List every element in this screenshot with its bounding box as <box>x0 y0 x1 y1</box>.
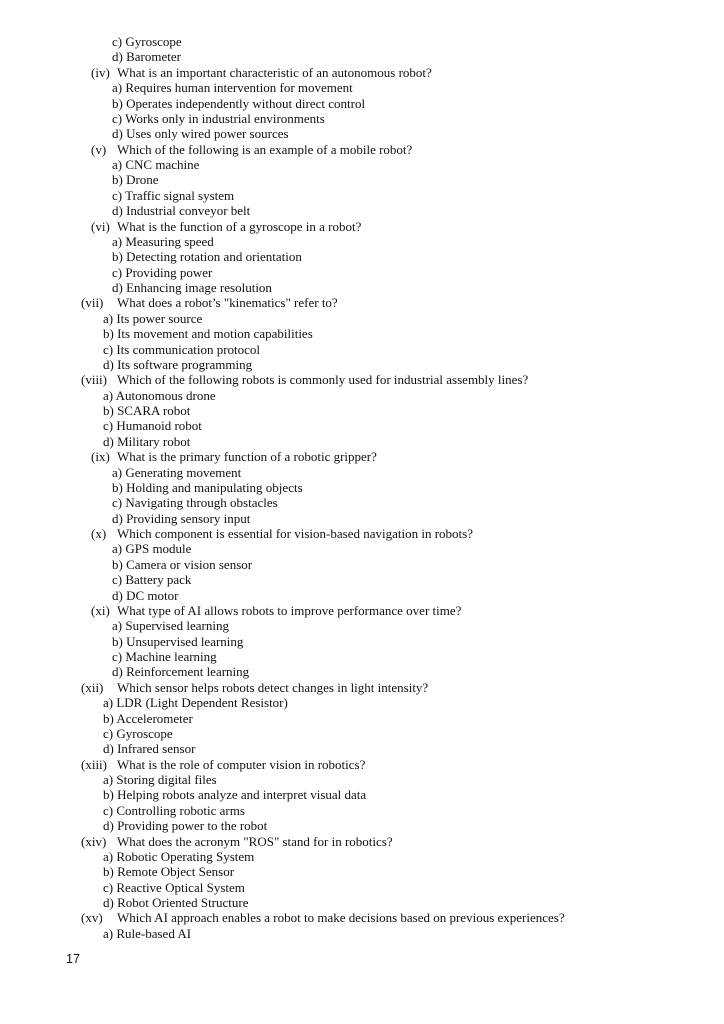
question-line <box>0 910 724 925</box>
answer-option-line <box>0 465 724 480</box>
question-text: What type of AI allows robots to improve performance over time? <box>117 602 462 618</box>
answer-option: a) Robotic Operating System <box>103 848 255 864</box>
answer-option: d) Reinforcement learning <box>112 664 250 680</box>
answer-option-line <box>0 895 724 910</box>
answer-option-line <box>0 203 724 218</box>
answer-option-line <box>0 495 724 510</box>
answer-option: c) Reactive Optical System <box>103 879 245 895</box>
answer-option: d) DC motor <box>112 587 179 603</box>
question-line <box>0 142 724 157</box>
answer-option: d) Its software programming <box>103 356 253 372</box>
answer-option-line <box>0 649 724 664</box>
answer-option-line <box>0 818 724 833</box>
question-number: (xii) <box>81 679 104 695</box>
answer-option: c) Gyroscope <box>112 34 182 49</box>
question-line <box>0 219 724 234</box>
question-line <box>0 449 724 464</box>
question-text: Which AI approach enables a robot to make decisions based on previous experiences? <box>117 910 565 926</box>
question-text: What does the acronym "ROS" stand for in robotics? <box>117 833 393 849</box>
question-line <box>0 680 724 695</box>
answer-option: b) Operates independently without direct control <box>112 95 366 111</box>
answer-option-line <box>0 541 724 556</box>
answer-option: d) Providing power to the robot <box>103 818 268 834</box>
answer-option-line <box>0 434 724 449</box>
answer-option: b) SCARA robot <box>103 403 191 418</box>
question-number: (xiii) <box>81 756 107 772</box>
question-text: Which component is essential for vision-based navigation in robots? <box>117 526 473 541</box>
answer-option-line <box>0 418 724 433</box>
question-line <box>0 603 724 618</box>
answer-option-line <box>0 926 724 941</box>
answer-option-line <box>0 96 724 111</box>
answer-option-line <box>0 172 724 187</box>
answer-option-line <box>0 234 724 249</box>
question-text: What is an important characteristic of an autonomous robot? <box>117 64 432 80</box>
answer-option: a) Measuring speed <box>112 233 214 249</box>
answer-option-line <box>0 634 724 649</box>
question-number: (vii) <box>81 295 104 311</box>
answer-option: a) Rule-based AI <box>103 925 192 941</box>
answer-option-line <box>0 249 724 264</box>
question-line <box>0 372 724 387</box>
answer-option: b) Camera or vision sensor <box>112 556 253 572</box>
question-number: (xi) <box>91 602 110 618</box>
answer-option: a) GPS module <box>112 541 192 557</box>
answer-option: a) Autonomous drone <box>103 387 216 403</box>
answer-option-line <box>0 111 724 126</box>
question-number: (x) <box>91 526 107 541</box>
answer-option: a) CNC machine <box>112 157 200 172</box>
answer-option: c) Traffic signal system <box>112 187 235 203</box>
answer-option-line <box>0 741 724 756</box>
answer-option: d) Barometer <box>112 49 181 65</box>
answer-option-line <box>0 511 724 526</box>
answer-option: c) Humanoid robot <box>103 418 202 434</box>
answer-option-line <box>0 280 724 295</box>
question-line <box>0 526 724 541</box>
answer-option: b) Remote Object Sensor <box>103 864 235 880</box>
question-number: (ix) <box>91 449 110 465</box>
question-number: (xv) <box>81 910 103 926</box>
answer-option: b) Holding and manipulating objects <box>112 479 303 495</box>
answer-option-line <box>0 480 724 495</box>
answer-option-line <box>0 588 724 603</box>
answer-option: a) LDR (Light Dependent Resistor) <box>103 695 288 711</box>
answer-option-line <box>0 34 724 49</box>
answer-option: b) Detecting rotation and orientation <box>112 249 302 265</box>
answer-option: c) Providing power <box>112 264 213 280</box>
answer-option-line <box>0 726 724 741</box>
answer-option-line <box>0 311 724 326</box>
question-text: What does a robot’s "kinematics" refer to? <box>117 295 338 311</box>
question-line <box>0 757 724 772</box>
answer-option-line <box>0 126 724 141</box>
question-line <box>0 834 724 849</box>
answer-option-line <box>0 342 724 357</box>
question-number: (iv) <box>91 64 110 80</box>
answer-option: d) Infrared sensor <box>103 741 196 757</box>
answer-option: d) Robot Oriented Structure <box>103 895 249 910</box>
answer-option-line <box>0 880 724 895</box>
answer-option-line <box>0 572 724 587</box>
answer-option: b) Helping robots analyze and interpret visual data <box>103 787 367 803</box>
answer-option: a) Storing digital files <box>103 772 217 787</box>
answer-option-line <box>0 849 724 864</box>
answer-option-line <box>0 403 724 418</box>
answer-option: b) Drone <box>112 172 159 188</box>
answer-option: a) Its power source <box>103 310 203 326</box>
answer-option-line <box>0 49 724 64</box>
answer-option-line <box>0 787 724 802</box>
question-text: What is the role of computer vision in robotics? <box>117 756 366 772</box>
answer-option-line <box>0 864 724 879</box>
question-text: Which of the following is an example of a mobile robot? <box>117 141 413 157</box>
answer-option-line <box>0 265 724 280</box>
answer-option: c) Its communication protocol <box>103 341 261 357</box>
question-line <box>0 295 724 310</box>
answer-option-line <box>0 664 724 679</box>
question-text: Which of the following robots is commonly used for industrial assembly lines? <box>117 372 529 388</box>
answer-option: c) Battery pack <box>112 572 192 588</box>
answer-option-line <box>0 772 724 787</box>
answer-option: c) Controlling robotic arms <box>103 802 245 818</box>
page-number: 17 <box>66 952 80 966</box>
answer-option-line <box>0 157 724 172</box>
answer-option: c) Works only in industrial environments <box>112 110 325 126</box>
answer-option-line <box>0 557 724 572</box>
answer-option: c) Gyroscope <box>103 725 173 741</box>
answer-option: d) Uses only wired power sources <box>112 126 289 142</box>
answer-option-line <box>0 188 724 203</box>
question-number: (viii) <box>81 372 107 388</box>
answer-option: c) Navigating through obstacles <box>112 495 278 511</box>
answer-option: a) Supervised learning <box>112 618 229 634</box>
answer-option: c) Machine learning <box>112 649 217 664</box>
answer-option: a) Generating movement <box>112 464 242 480</box>
answer-option: a) Requires human intervention for movement <box>112 80 353 96</box>
question-number: (v) <box>91 141 107 157</box>
answer-option-line <box>0 803 724 818</box>
answer-option: b) Its movement and motion capabilities <box>103 326 313 342</box>
question-list <box>0 34 724 941</box>
document-page <box>0 34 724 941</box>
answer-option: d) Enhancing image resolution <box>112 280 272 295</box>
answer-option-line <box>0 80 724 95</box>
answer-option-line <box>0 357 724 372</box>
answer-option-line <box>0 388 724 403</box>
answer-option: d) Industrial conveyor belt <box>112 203 251 219</box>
question-line <box>0 65 724 80</box>
question-text: Which sensor helps robots detect changes in light intensity? <box>117 679 429 695</box>
answer-option-line <box>0 618 724 633</box>
answer-option: b) Unsupervised learning <box>112 633 244 649</box>
question-number: (xiv) <box>81 833 107 849</box>
question-text: What is the function of a gyroscope in a robot? <box>117 218 362 234</box>
answer-option: d) Military robot <box>103 433 191 449</box>
answer-option: b) Accelerometer <box>103 710 193 726</box>
answer-option-line <box>0 326 724 341</box>
answer-option-line <box>0 711 724 726</box>
answer-option-line <box>0 695 724 710</box>
question-text: What is the primary function of a robotic gripper? <box>117 449 377 465</box>
question-number: (vi) <box>91 218 110 234</box>
answer-option: d) Providing sensory input <box>112 510 251 526</box>
